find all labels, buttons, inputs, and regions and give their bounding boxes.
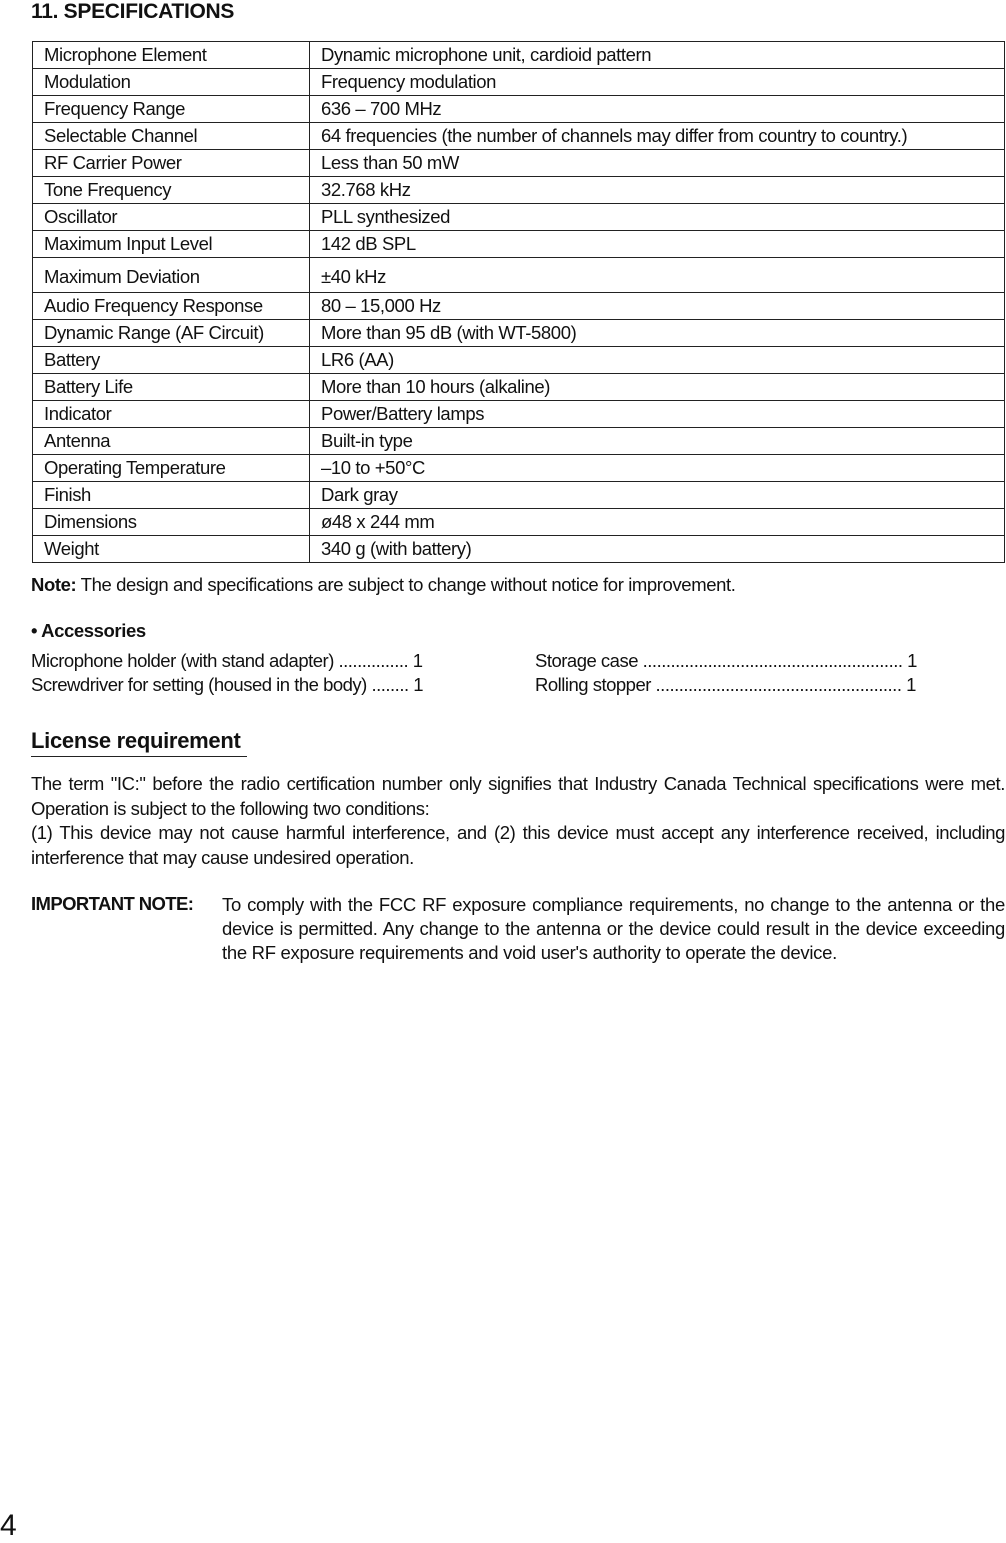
spec-row — [33, 509, 1005, 536]
spec-row — [33, 347, 1005, 374]
spec-value: Frequency modulation — [310, 69, 1005, 96]
accessories-heading: • Accessories — [31, 620, 146, 641]
spec-value: 64 frequencies (the number of channels may differ from country to country.) — [310, 123, 1005, 150]
spec-label: Tone Frequency — [33, 177, 310, 204]
spec-value: 80 – 15,000 Hz — [310, 293, 1005, 320]
spec-label: RF Carrier Power — [33, 150, 310, 177]
spec-row — [33, 482, 1005, 509]
spec-label: Maximum Deviation — [33, 258, 310, 293]
accessory-item: Rolling stopper ..................................................... 1 — [535, 674, 916, 695]
spec-row — [33, 150, 1005, 177]
spec-label: Finish — [33, 482, 310, 509]
spec-row — [33, 536, 1005, 563]
spec-label: Frequency Range — [33, 96, 310, 123]
license-paragraph-ic: The term "IC:" before the radio certification number only signifies that Industry Canada Technical specifications were met. Operation is subject to the following two conditions: — [31, 773, 1005, 819]
spec-label: Operating Temperature — [33, 455, 310, 482]
spec-value: –10 to +50°C — [310, 455, 1005, 482]
note-text: The design and specifications are subject to change without notice for improvement. — [76, 574, 736, 595]
spec-label: Maximum Input Level — [33, 231, 310, 258]
spec-label: Microphone Element — [33, 42, 310, 69]
note-label: Note: — [31, 574, 77, 595]
spec-row — [33, 123, 1005, 150]
spec-value: Dynamic microphone unit, cardioid pattern — [310, 42, 1005, 69]
spec-row — [33, 401, 1005, 428]
spec-row — [33, 320, 1005, 347]
spec-label: Battery — [33, 347, 310, 374]
spec-value: 32.768 kHz — [310, 177, 1005, 204]
spec-row — [33, 428, 1005, 455]
spec-value: LR6 (AA) — [310, 347, 1005, 374]
accessory-item: Storage case ........................................................ 1 — [535, 650, 917, 671]
license-paragraph-conditions: (1) This device may not cause harmful interference, and (2) this device must accept any interference received, including interference that may cause undesired operation. — [31, 822, 1005, 868]
spec-label: Weight — [33, 536, 310, 563]
spec-value: 636 – 700 MHz — [310, 96, 1005, 123]
spec-row — [33, 42, 1005, 69]
spec-row — [33, 69, 1005, 96]
spec-label: Indicator — [33, 401, 310, 428]
spec-value: Built-in type — [310, 428, 1005, 455]
spec-row — [33, 177, 1005, 204]
spec-label: Dimensions — [33, 509, 310, 536]
spec-row — [33, 293, 1005, 320]
spec-value: ±40 kHz — [310, 258, 1005, 293]
section-title: 11. SPECIFICATIONS — [31, 0, 235, 23]
spec-row — [33, 374, 1005, 401]
page-number: 4 — [0, 1509, 17, 1542]
spec-value: Dark gray — [310, 482, 1005, 509]
spec-value: 340 g (with battery) — [310, 536, 1005, 563]
spec-row — [33, 455, 1005, 482]
spec-label: Battery Life — [33, 374, 310, 401]
specifications-table — [32, 41, 1005, 563]
spec-value: ø48 x 244 mm — [310, 509, 1005, 536]
spec-value: 142 dB SPL — [310, 231, 1005, 258]
accessory-item: Screwdriver for setting (housed in the body) ........ 1 — [31, 674, 424, 695]
spec-row — [33, 231, 1005, 258]
spec-row — [33, 258, 1005, 293]
spec-row — [33, 96, 1005, 123]
accessory-item: Microphone holder (with stand adapter) ............... 1 — [31, 650, 423, 671]
spec-label: Modulation — [33, 69, 310, 96]
spec-value: More than 10 hours (alkaline) — [310, 374, 1005, 401]
spec-label: Oscillator — [33, 204, 310, 231]
license-heading: License requirement — [31, 728, 247, 757]
spec-value: Power/Battery lamps — [310, 401, 1005, 428]
spec-value: More than 95 dB (with WT-5800) — [310, 320, 1005, 347]
spec-row — [33, 204, 1005, 231]
spec-note — [31, 574, 735, 596]
spec-label: Dynamic Range (AF Circuit) — [33, 320, 310, 347]
spec-value: PLL synthesized — [310, 204, 1005, 231]
spec-value: Less than 50 mW — [310, 150, 1005, 177]
important-note-label: IMPORTANT NOTE: — [31, 893, 194, 914]
important-note-text: To comply with the FCC RF exposure compliance requirements, no change to the antenna or the device is permitted. Any change to the antenna or the device could result in the device exceeding the RF exposure requirements and void user's authority to operate the device. — [222, 894, 1005, 963]
spec-label: Antenna — [33, 428, 310, 455]
spec-label: Audio Frequency Response — [33, 293, 310, 320]
spec-label: Selectable Channel — [33, 123, 310, 150]
